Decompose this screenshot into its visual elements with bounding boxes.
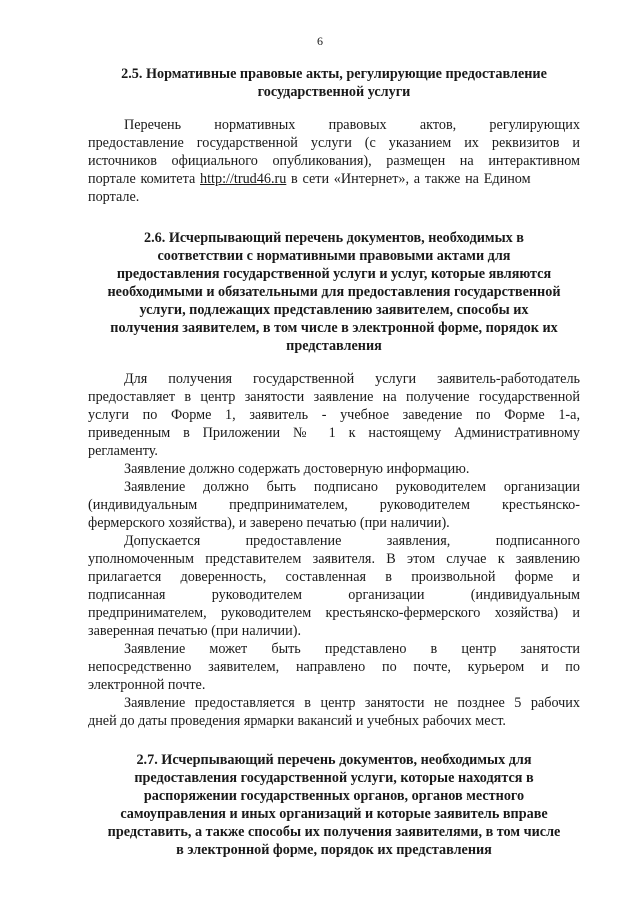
section-2-7-heading-line-5: представить, а также способы их получения заявителями, в том числе: [107, 824, 561, 840]
section-2-7-heading-line-1: 2.7. Исчерпывающий перечень документов, необходимых для: [136, 752, 532, 768]
section-2-5-paragraph-line-1: Перечень нормативных правовых актов, регулирующих: [124, 117, 580, 133]
section-2-6-line-3: услуги по Форме 1, заявитель - учебное заведение по Форме 1-а,: [88, 407, 580, 423]
section-2-7-heading-line-4: самоуправления и иных организаций и которые заявитель вправе: [120, 806, 548, 822]
section-2-6-heading-line-1: 2.6. Исчерпывающий перечень документов, необходимых в: [144, 230, 524, 246]
section-2-7-heading-line-3: распоряжении государственных органов, органов местного: [143, 788, 525, 804]
section-2-5-heading-line-2: государственной услуги: [257, 84, 411, 100]
trud46-link[interactable]: http://trud46.ru: [200, 171, 287, 187]
section-2-6-line-16: Заявление может быть представлено в центр занятости: [124, 641, 580, 657]
section-2-7-heading-line-2: предоставления государственной услуги, которые находятся в: [134, 770, 534, 786]
section-2-7-heading-line-6: в электронной форме, порядок их представления: [176, 842, 492, 858]
section-2-6-line-11: уполномоченным представителем заявителя. В этом случае к заявлению: [88, 551, 580, 567]
section-2-6-line-7: Заявление должно быть подписано руководителем организации: [124, 479, 580, 495]
section-2-6-heading-line-7: представления: [286, 338, 382, 354]
section-2-6-line-14: предпринимателем, руководителем крестьянско-фермерского хозяйства) и: [88, 605, 580, 621]
section-2-6-line-4: приведенным в Приложении № 1 к настоящему Административному: [88, 425, 580, 441]
section-2-6-heading-line-5: услуги, подлежащих представлению заявителем, способы их: [139, 302, 529, 318]
section-2-6-line-20: дней до даты проведения ярмарки вакансий и учебных рабочих мест.: [88, 713, 506, 729]
page-number: 6: [317, 34, 323, 48]
section-2-6-line-2: предоставляет в центр занятости заявление на получение государственной: [88, 389, 580, 405]
section-2-6-line-17: непосредственно заявителем, направлено по почте, курьером и по: [88, 659, 580, 675]
section-2-5-paragraph-line-5: портале.: [88, 189, 140, 205]
section-2-6-line-1: Для получения государственной услуги заявитель-работодатель: [124, 371, 580, 387]
section-2-6-heading-line-6: получения заявителем, в том числе в электронной форме, порядок их: [110, 320, 558, 336]
section-2-6-heading-line-2: соответствии с нормативными правовыми актами для: [157, 248, 511, 264]
section-2-6-line-15: заверенная печатью (при наличии).: [88, 623, 302, 639]
section-2-6-heading-line-4: необходимыми и обязательными для предоставления государственной: [107, 284, 561, 300]
portal-text: портале комитета: [88, 171, 200, 187]
section-2-6-line-10: Допускается предоставление заявления, подписанного: [124, 533, 580, 549]
section-2-6-line-9: фермерского хозяйства), и заверено печатью (при наличии).: [88, 515, 450, 531]
section-2-6-line-13: подписанная руководителем организации (индивидуальным: [88, 587, 580, 603]
section-2-6-line-18: электронной почте.: [88, 677, 206, 693]
section-2-5-paragraph-line-2: предоставление государственной услуги (с указанием их реквизитов и: [88, 135, 580, 151]
section-2-6-line-19: Заявление предоставляется в центр занятости не позднее 5 рабочих: [124, 695, 580, 711]
portal-text-tail: в сети «Интернет», а также на Едином: [286, 171, 531, 187]
section-2-5-paragraph-line-3: источников официального опубликования), размещен на интерактивном: [88, 153, 580, 169]
section-2-6-line-6: Заявление должно содержать достоверную информацию.: [124, 461, 470, 477]
section-2-5-heading-line-1: 2.5. Нормативные правовые акты, регулирующие предоставление: [121, 66, 547, 82]
section-2-6-line-5: регламенту.: [88, 443, 158, 459]
section-2-6-line-8: (индивидуальным предпринимателем, руководителем крестьянско-: [88, 497, 580, 513]
section-2-6-heading-line-3: предоставления государственной услуги и услуг, которые являются: [116, 266, 552, 282]
section-2-5-paragraph-line-4: [88, 171, 580, 189]
section-2-6-line-12: прилагается доверенность, составленная в произвольной форме и: [88, 569, 580, 585]
